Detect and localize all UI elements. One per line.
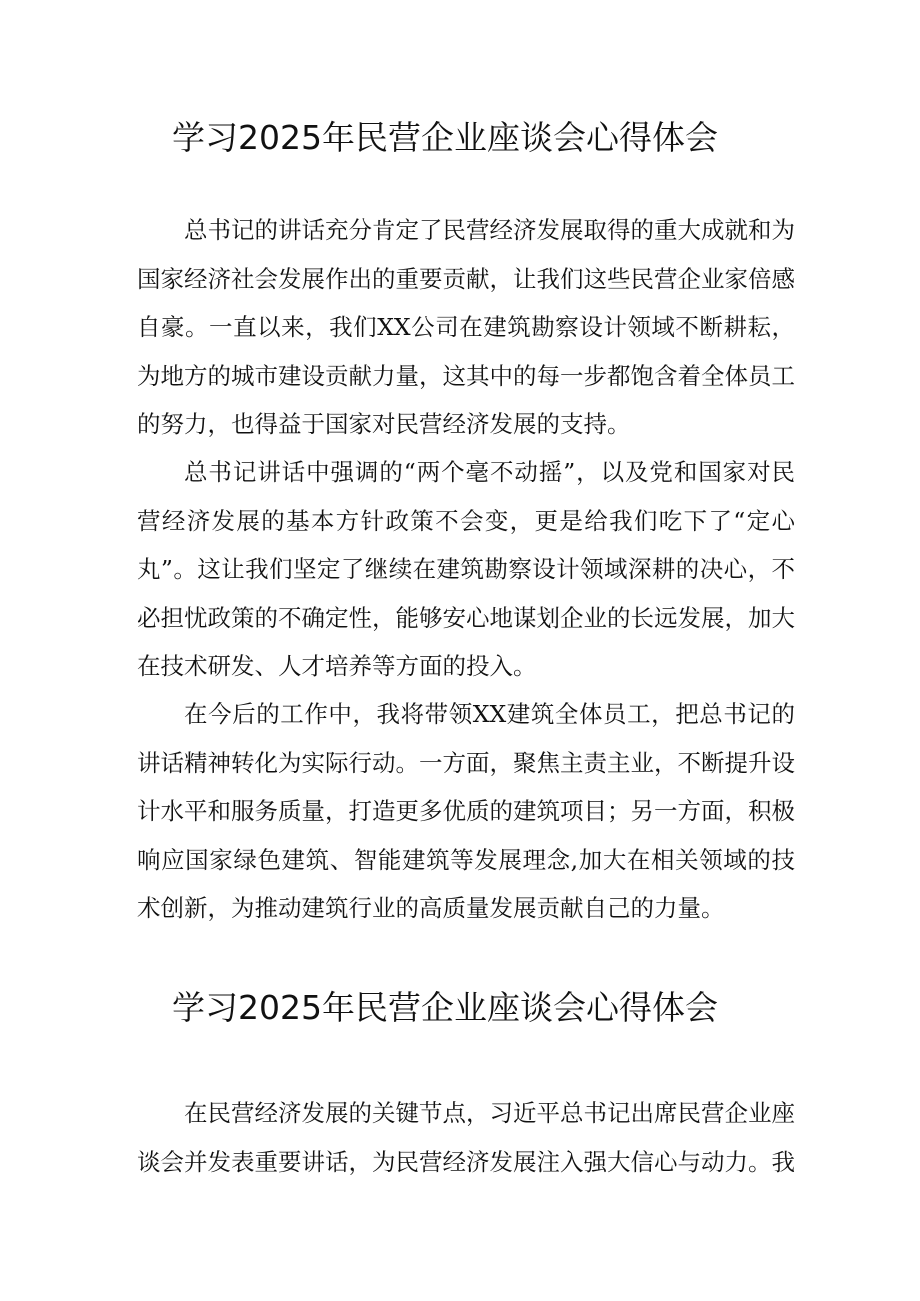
document-title: 学习2025年民营企业座谈会心得体会 xyxy=(172,118,718,157)
document-title: 学习2025年民营企业座谈会心得体会 xyxy=(172,988,718,1027)
body-paragraph: 总书记的讲话充分肯定了民营经济发展取得的重大成就和为国家经济社会发展作出的重要贡献，让我们这些民营企业家倍感自豪。一直以来，我们XX公司在建筑勘察设计领域不断耕耘，为地方的城市建设贡献力量，这其中的每一步都饱含着全体员工的努力，也得益于国家对民营经济发展的支持。 xyxy=(137,216,795,438)
body-paragraph: 在今后的工作中，我将带领XX建筑全体员工，把总书记的讲话精神转化为实际行动。一方面，聚焦主责主业，不断提升设计水平和服务质量，打造更多优质的建筑项目；另一方面，积极响应国家绿色建筑、智能建筑等发展理念,加大在相关领域的技术创新，为推动建筑行业的高质量发展贡献自己的力量。 xyxy=(137,700,795,922)
body-paragraph: 总书记讲话中强调的“两个毫不动摇”，以及党和国家对民营经济发展的基本方针政策不会变，更是给我们吃下了“定心丸”。这让我们坚定了继续在建筑勘察设计领域深耕的决心，不必担忧政策的不确定性，能够安心地谋划企业的长远发展，加大在技术研发、人才培养等方面的投入。 xyxy=(137,458,795,680)
body-paragraph: 在民营经济发展的关键节点，习近平总书记出席民营企业座谈会并发表重要讲话，为民营经济发展注入强大信心与动力。我 xyxy=(137,1099,795,1176)
